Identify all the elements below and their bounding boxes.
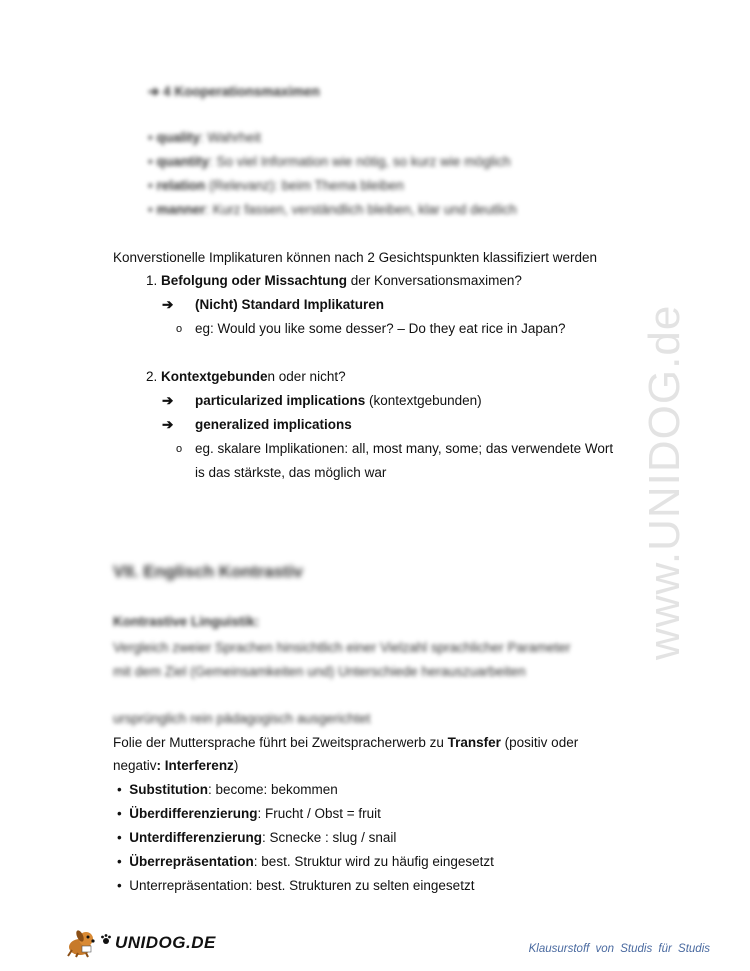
section-vii-line-2: mit dem Ziel (Gemeinsamkeiten und) Unterschiede herauszuarbeiten xyxy=(113,664,526,679)
bullet-rest: : Frucht / Obst = fruit xyxy=(257,806,381,821)
section-vii-line-1: Vergleich zweier Sprachen hinsichtlich einer Vielzahl sprachlicher Parameter xyxy=(113,640,571,655)
arrow-icon: ➔ xyxy=(162,417,174,432)
bullet-icon: • xyxy=(117,854,122,869)
bullet-icon: • xyxy=(117,782,122,797)
item-2-arrow-1-icon-line xyxy=(162,393,173,409)
transfer-text: ) xyxy=(233,758,239,773)
bullet-icon: • xyxy=(117,878,122,893)
item-1-arrow-line xyxy=(162,297,173,313)
bullet-bold: Überrepräsentation xyxy=(129,854,254,869)
item-1-example: eg: Would you like some desser? – Do they eat rice in Japan? xyxy=(195,321,566,336)
item-number: 2. xyxy=(146,369,158,384)
watermark: www.UNIDOG.de xyxy=(640,304,689,660)
bullet-icon: • xyxy=(117,806,122,821)
footer-logo[interactable] xyxy=(66,928,216,958)
transfer-bullet-4 xyxy=(117,854,494,869)
section-vii-subheading: Kontrastive Linguistik: xyxy=(113,614,260,629)
bullet-rest: : become: bekommen xyxy=(207,782,338,797)
dog-mascot-icon xyxy=(66,928,100,958)
section-vii-heading: VII. Englisch Kontrastiv xyxy=(113,562,303,581)
arrow-bold: particularized implications xyxy=(195,393,366,408)
implicatures-item-1 xyxy=(146,273,522,288)
bullet-text: : Wahrheit xyxy=(200,130,262,145)
blurred-bullet-1 xyxy=(148,130,261,145)
item-bold: Kontextgebunde xyxy=(161,369,268,384)
transfer-bullet-5 xyxy=(117,878,474,893)
item-1-arrow-text xyxy=(195,297,384,312)
bullet-text: : So viel Information wie nötig, so kurz wie möglich xyxy=(209,154,511,169)
item-2-example-line-1: eg. skalare Implikationen: all, most many, some; das verwendete Wort xyxy=(195,441,614,456)
section-vii-line-3: ursprünglich rein pädagogisch ausgerichtet xyxy=(113,711,371,726)
bullet-bold: Überdifferenzierung xyxy=(129,806,258,821)
bullet-term: quantity xyxy=(156,154,209,169)
transfer-line-1 xyxy=(113,735,578,750)
bullet-icon: • xyxy=(148,202,153,217)
item-rest: n oder nicht? xyxy=(267,369,346,384)
transfer-bullet-1 xyxy=(117,782,338,797)
item-2-arrow-2-icon-line xyxy=(162,417,173,433)
arrow-icon: ➔ xyxy=(148,84,160,99)
implicatures-intro: Konverstionelle Implikaturen können nach 2 Gesichtspunkten klassifiziert werden xyxy=(113,250,598,265)
paw-icon xyxy=(100,933,112,945)
arrow-icon: ➔ xyxy=(162,393,174,408)
transfer-bold: : Interferenz xyxy=(156,758,234,773)
bullet-rest: : best. Struktur wird zu häufig eingesetzt xyxy=(253,854,494,869)
bullet-icon: • xyxy=(148,154,153,169)
bullet-text: : Kurz fassen, verständlich bleiben, klar und deutlich xyxy=(205,202,517,217)
bullet-icon: • xyxy=(148,130,153,145)
implicatures-item-2 xyxy=(146,369,346,384)
blurred-bullet-4 xyxy=(148,202,517,217)
bullet-bold: Substitution xyxy=(129,782,208,797)
blurred-bullet-3 xyxy=(148,178,404,193)
transfer-line-2 xyxy=(113,758,238,773)
transfer-bullet-2 xyxy=(117,806,381,821)
item-2-example-line-2: is das stärkste, das möglich war xyxy=(195,465,387,480)
transfer-bullet-3 xyxy=(117,830,396,845)
arrow-text: (Nicht) Standard Implikaturen xyxy=(195,297,385,312)
transfer-text: negativ xyxy=(113,758,157,773)
transfer-text: (positiv oder xyxy=(500,735,579,750)
blurred-bullet-2 xyxy=(148,154,511,169)
bullet-rest: Unterrepräsentation: best. Strukturen zu selten eingesetzt xyxy=(129,878,475,893)
item-number: 1. xyxy=(146,273,158,288)
logo-text: UNIDOG.DE xyxy=(115,933,216,952)
bullet-icon: • xyxy=(148,178,153,193)
transfer-text: Folie der Muttersprache führt bei Zweitspracherwerb zu xyxy=(113,735,448,750)
item-2-arrow-1-text xyxy=(195,393,482,408)
bullet-term: quality xyxy=(156,130,201,145)
arrow-rest: (kontextgebunden) xyxy=(365,393,482,408)
circle-bullet-icon: o xyxy=(176,443,183,455)
bullet-term: relation xyxy=(156,178,206,193)
arrow-icon: ➔ xyxy=(162,297,174,312)
item-bold: Befolgung oder Missachtung xyxy=(161,273,348,288)
item-2-arrow-2-text xyxy=(195,417,352,432)
blurred-heading-text: 4 Kooperationsmaximen xyxy=(163,84,320,99)
arrow-bold: generalized implications xyxy=(195,417,352,432)
circle-bullet-icon: o xyxy=(176,323,183,335)
bullet-rest: : Scnecke : slug / snail xyxy=(262,830,397,845)
bullet-term: manner xyxy=(156,202,206,217)
transfer-bold: Transfer xyxy=(447,735,501,750)
footer-tagline: Klausurstoff von Studis für Studis xyxy=(528,943,710,955)
bullet-icon: • xyxy=(117,830,122,845)
blurred-heading xyxy=(148,84,320,100)
bullet-text: (Relevanz): beim Thema bleiben xyxy=(205,178,404,193)
item-rest: der Konversationsmaximen? xyxy=(347,273,522,288)
bullet-bold: Unterdifferenzierung xyxy=(129,830,263,845)
